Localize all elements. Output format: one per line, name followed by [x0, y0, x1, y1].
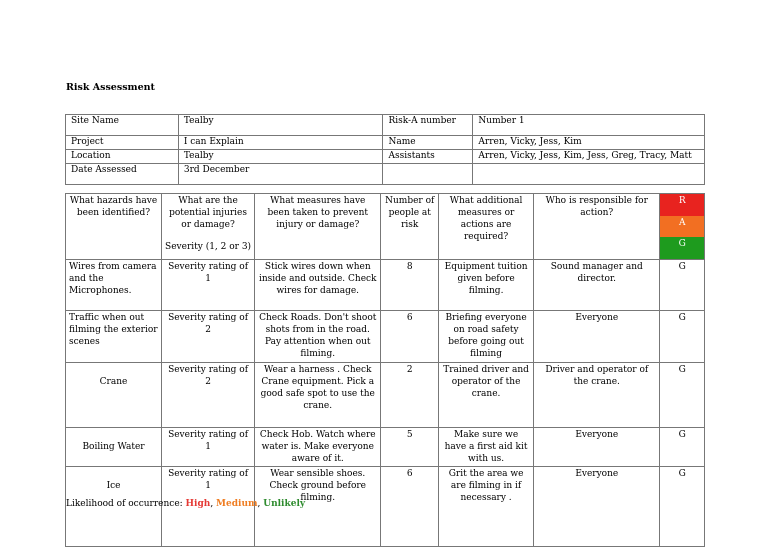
responsible-cell: Driver and operator of the crane.	[534, 362, 660, 427]
location-label: Location	[66, 150, 179, 164]
date-value: 3rd December	[178, 164, 383, 185]
severity-note: Severity (1, 2 or 3)	[165, 242, 252, 252]
header-injuries	[162, 194, 255, 260]
project-label: Project	[66, 136, 179, 150]
assistants-label: Assistants	[383, 150, 473, 164]
additional-cell: Trained driver and operator of the crane.	[439, 362, 534, 427]
additional-cell: Grit the area we are filming in if necessary .	[439, 466, 534, 546]
people-cell: 5	[381, 427, 439, 466]
name-label: Name	[383, 136, 473, 150]
measures-cell: Check Hob. Watch where water is. Make everyone aware of it.	[255, 427, 381, 466]
severity-cell: Severity rating of 2	[162, 310, 255, 362]
rag-green: G	[660, 237, 704, 259]
site-info-table	[65, 114, 705, 185]
header-row	[66, 194, 705, 260]
hazard-cell: Crane	[66, 362, 162, 427]
measures-cell: Check Roads. Don't shoot shots from in the road. Pay attention when out filming.	[255, 310, 381, 362]
responsible-cell: Sound manager and director.	[534, 259, 660, 310]
header-people: Number of people at risk	[381, 194, 439, 260]
hazard-cell: Ice	[66, 466, 162, 546]
responsible-cell: Everyone	[534, 466, 660, 546]
legend-medium: Medium	[216, 499, 258, 509]
legend-high: High	[185, 499, 211, 509]
rating-cell: G	[660, 310, 705, 362]
header-injuries-text: What are the potential injuries or damage?	[169, 196, 247, 230]
date-label: Date Assessed	[66, 164, 179, 185]
additional-cell: Make sure we have a first aid kit with us.	[439, 427, 534, 466]
responsible-cell: Everyone	[534, 310, 660, 362]
assistants-value: Arren, Vicky, Jess, Kim, Jess, Greg, Tracy, Matt	[473, 150, 705, 164]
empty-cell	[383, 164, 473, 185]
risk-number-label: Risk-A number	[383, 115, 473, 136]
header-rag	[660, 194, 705, 260]
site-name-label: Site Name	[66, 115, 179, 136]
name-value: Arren, Vicky, Jess, Kim	[473, 136, 705, 150]
table-row	[66, 310, 705, 362]
hazard-table	[65, 193, 705, 547]
page-title: Risk Assessment	[66, 82, 155, 93]
site-row	[66, 115, 705, 136]
header-hazards: What hazards have been identified?	[66, 194, 162, 260]
hazard-cell: Boiling Water	[66, 427, 162, 466]
hazard-cell: Wires from camera and the Microphones.	[66, 259, 162, 310]
rating-cell: G	[660, 259, 705, 310]
people-cell: 6	[381, 310, 439, 362]
header-measures: What measures have been taken to prevent injury or damage?	[255, 194, 381, 260]
people-cell: 8	[381, 259, 439, 310]
severity-cell: Severity rating of 1	[162, 259, 255, 310]
rating-cell: G	[660, 362, 705, 427]
rag-amber: A	[660, 216, 704, 238]
rag-red: R	[660, 194, 704, 216]
additional-cell: Briefing everyone on road safety before going out filming	[439, 310, 534, 362]
table-row	[66, 427, 705, 466]
header-additional: What additional measures or actions are required?	[439, 194, 534, 260]
people-cell: 2	[381, 362, 439, 427]
empty-cell	[473, 164, 705, 185]
rating-cell: G	[660, 427, 705, 466]
project-value: I can Explain	[178, 136, 383, 150]
severity-cell: Severity rating of 1	[162, 427, 255, 466]
table-row	[66, 362, 705, 427]
severity-cell: Severity rating of 2	[162, 362, 255, 427]
location-value: Tealby	[178, 150, 383, 164]
responsible-cell: Everyone	[534, 427, 660, 466]
measures-cell: Wear sensible shoes. Check ground before filming.	[255, 466, 381, 546]
people-cell: 6	[381, 466, 439, 546]
site-name-value: Tealby	[178, 115, 383, 136]
measures-cell: Stick wires down when inside and outside. Check wires for damage.	[255, 259, 381, 310]
date-row	[66, 164, 705, 185]
location-row	[66, 150, 705, 164]
legend-separator: ,	[210, 499, 217, 509]
legend-unlikely: Unlikely	[263, 499, 306, 509]
legend-prefix: Likelihood of occurrence:	[66, 499, 186, 509]
likelihood-legend	[66, 499, 305, 509]
header-responsible: Who is responsible for action?	[534, 194, 660, 260]
risk-number-value: Number 1	[473, 115, 705, 136]
severity-cell: Severity rating of 1	[162, 466, 255, 546]
project-row	[66, 136, 705, 150]
measures-cell: Wear a harness . Check Crane equipment. Pick a good safe spot to use the crane.	[255, 362, 381, 427]
additional-cell: Equipment tuition given before filming.	[439, 259, 534, 310]
legend-separator: ,	[257, 499, 264, 509]
table-row	[66, 259, 705, 310]
hazard-cell: Traffic when out filming the exterior scenes	[66, 310, 162, 362]
rating-cell: G	[660, 466, 705, 546]
